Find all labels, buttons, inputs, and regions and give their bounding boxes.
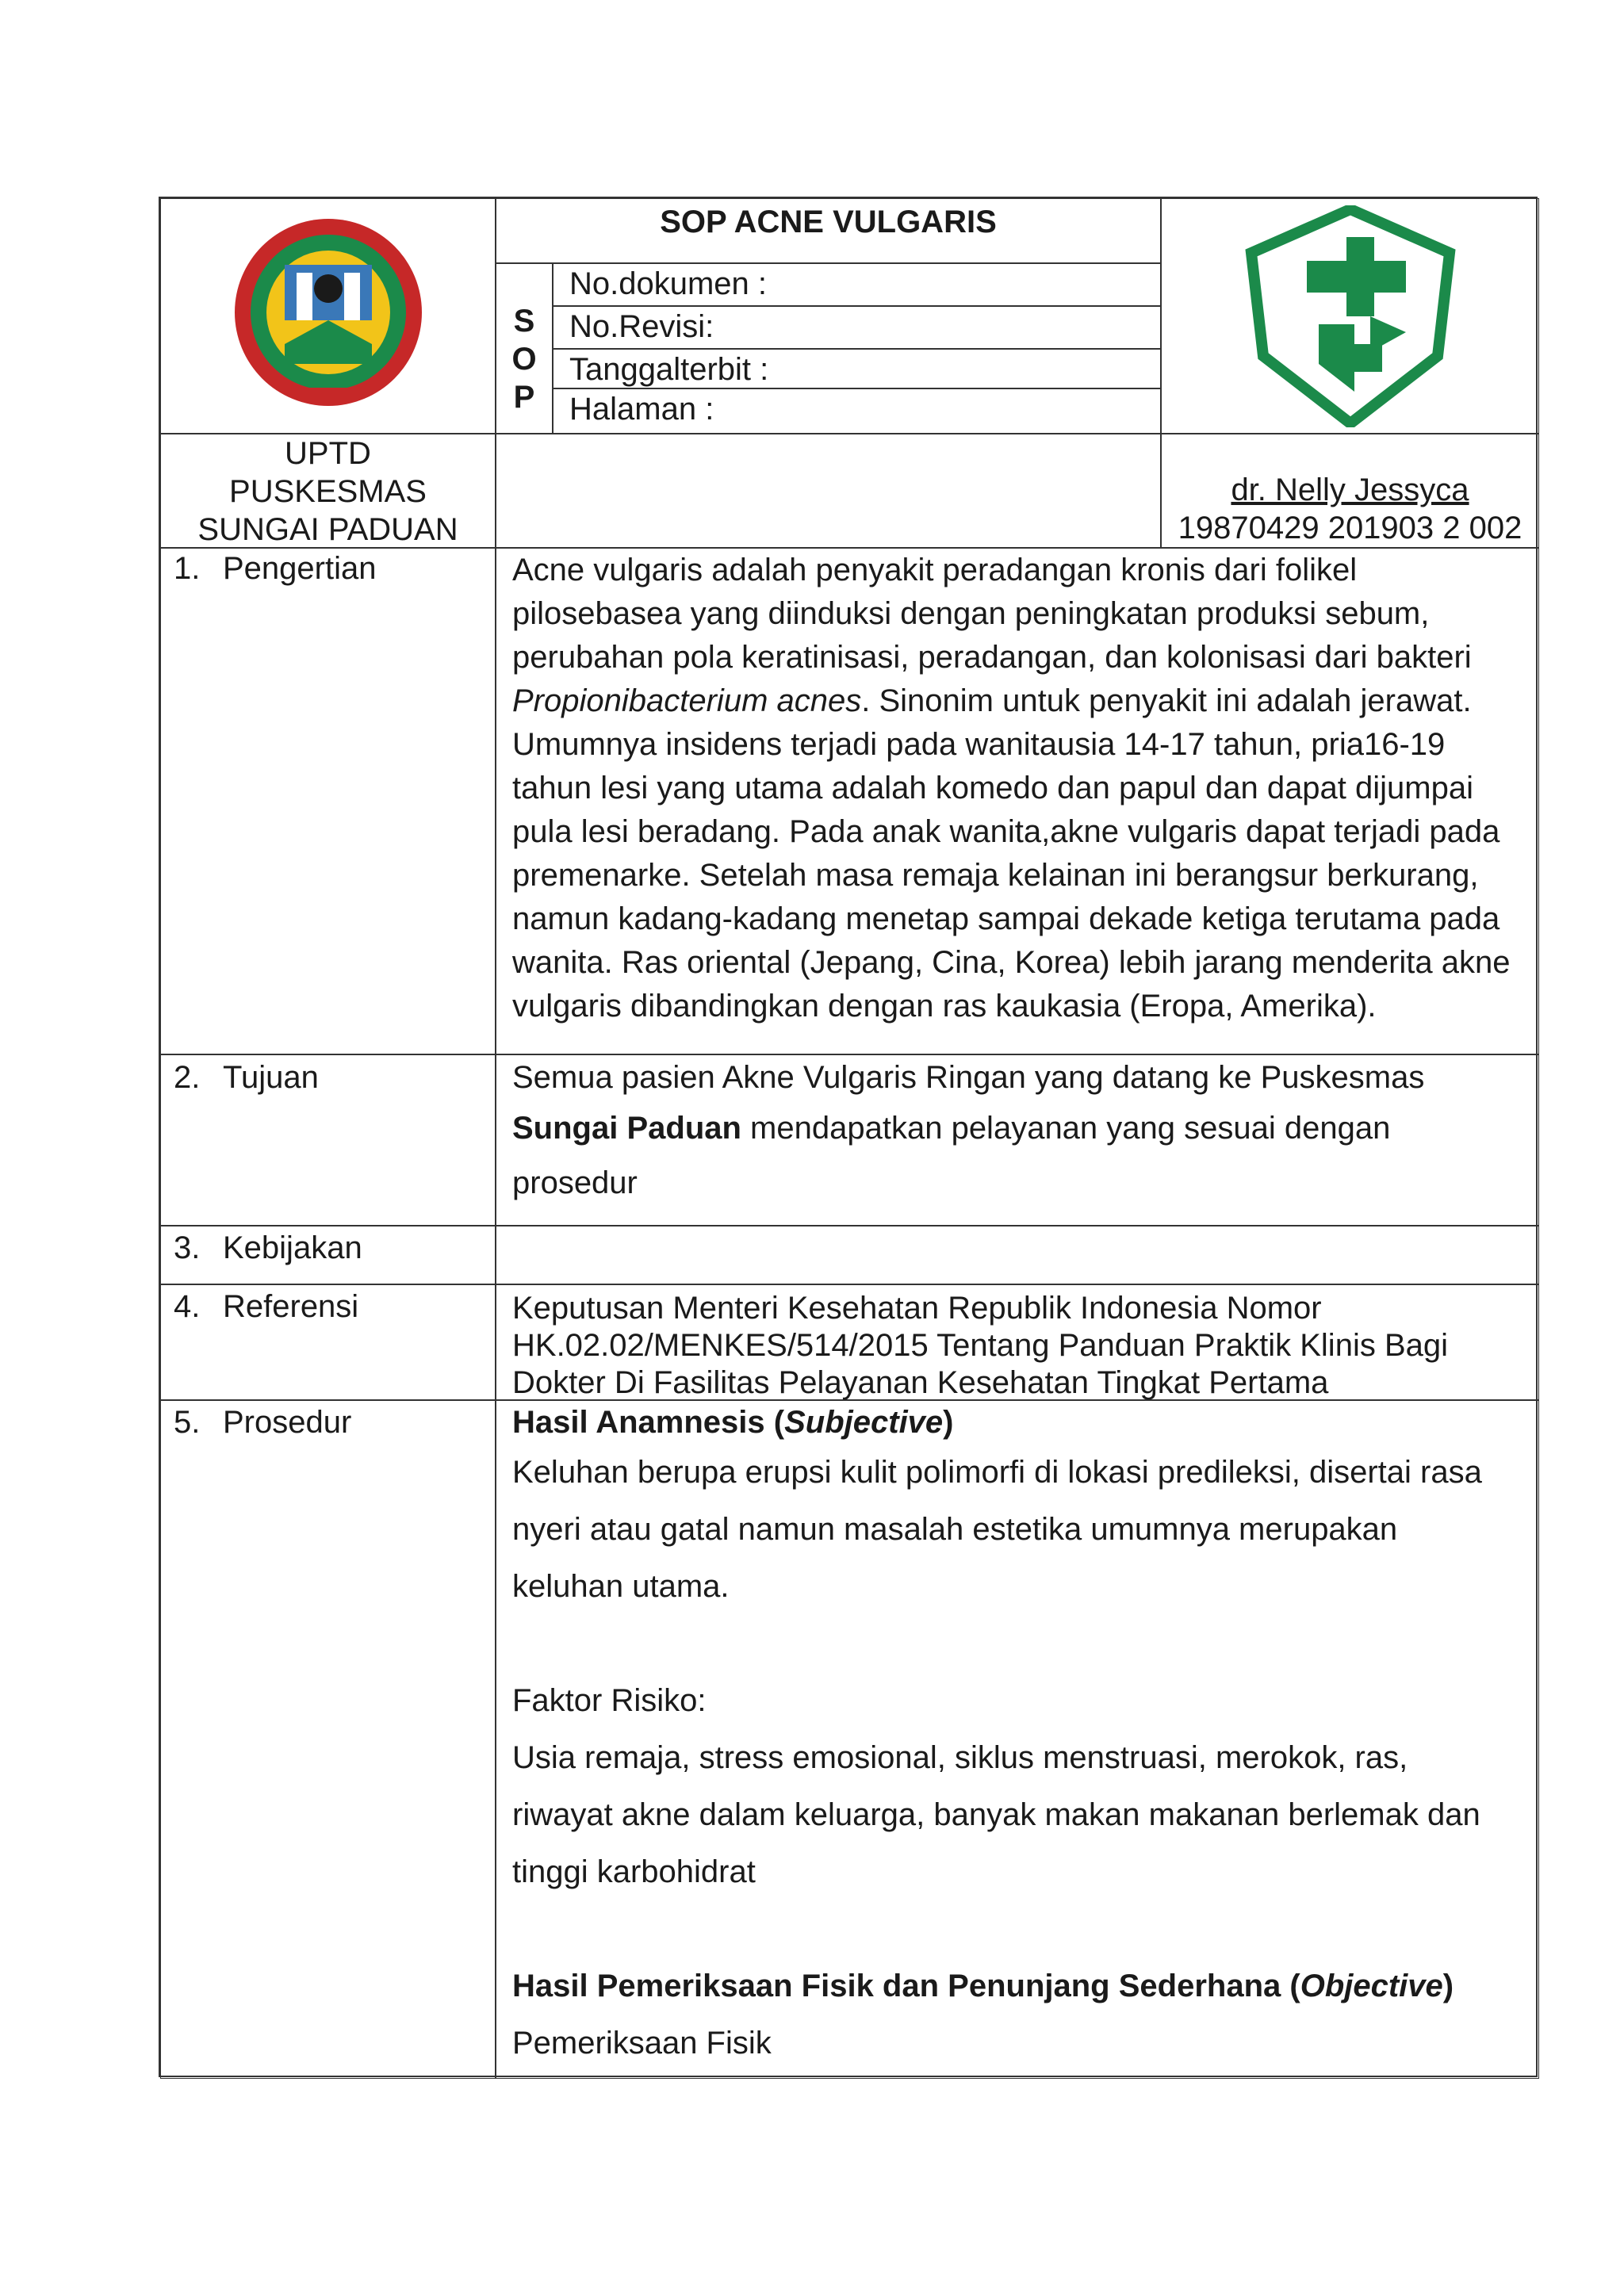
paragraph-line: prosedur xyxy=(512,1165,638,1200)
paragraph-line: riwayat akne dalam keluarga, banyak makan makanan berlemak dan xyxy=(512,1797,1480,1832)
paragraph-line: Sungai Paduan mendapatkan pelayanan yang sesuai dengan xyxy=(512,1111,1391,1146)
spacer xyxy=(512,1900,1524,1957)
signer-cell xyxy=(1161,434,1539,548)
section-2-content-cell xyxy=(496,1054,1539,1226)
sop-letters-cell xyxy=(496,263,553,434)
subheading-anamnesis: Hasil Anamnesis (Subjective) xyxy=(512,1405,954,1440)
paragraph-line: vulgaris dibandingkan dengan ras kaukasia (Eropa, Amerika). xyxy=(512,989,1377,1024)
middle-blank-cell xyxy=(496,434,1161,548)
sop-letter-o: O xyxy=(511,342,537,377)
section-1-content-cell xyxy=(496,548,1539,1054)
spacer xyxy=(512,1615,1524,1672)
paragraph-line: HK.02.02/MENKES/514/2015 Tentang Panduan Praktik Klinis Bagi xyxy=(512,1328,1448,1363)
field-no-dokumen xyxy=(553,263,1161,306)
subheading-objective: Hasil Pemeriksaan Fisik dan Penunjang Sederhana (Objective) xyxy=(512,1969,1454,2003)
paragraph-line: Acne vulgaris adalah penyakit peradangan kronis dari folikel xyxy=(512,553,1358,587)
section-5-label-cell xyxy=(160,1400,496,2079)
paragraph-line: perubahan pola keratinisasi, peradangan, dan kolonisasi dari bakteri xyxy=(512,640,1472,675)
section-number: 2. xyxy=(174,1060,201,1095)
paragraph-line: Keputusan Menteri Kesehatan Republik Indonesia Nomor xyxy=(512,1291,1322,1326)
paragraph-line: Pemeriksaan Fisik xyxy=(512,2026,772,2061)
organization-cell xyxy=(160,434,496,548)
section-label: Kebijakan xyxy=(223,1230,362,1265)
org-line-2: PUSKESMAS xyxy=(229,474,427,509)
logo-cell-left xyxy=(160,198,496,434)
paragraph-line: Umumnya insidens terjadi pada wanitausia 14-17 tahun, pria16-19 xyxy=(512,727,1446,762)
section-number: 3. xyxy=(174,1230,201,1265)
signer-nip: 19870429 201903 2 002 xyxy=(1178,511,1522,545)
paragraph-line: Propionibacterium acnes. Sinonim untuk penyakit ini adalah jerawat. xyxy=(512,683,1472,718)
section-label: Pengertian xyxy=(223,551,377,586)
paragraph-line: wanita. Ras oriental (Jepang, Cina, Korea) lebih jarang menderita akne xyxy=(512,945,1511,980)
section-4-content-cell xyxy=(496,1284,1539,1400)
paragraph-line: pilosebasea yang diinduksi dengan peningkatan produksi sebum, xyxy=(512,596,1430,631)
section-number: 5. xyxy=(174,1405,201,1440)
section-5-content-cell xyxy=(496,1400,1539,2079)
section-2-label-cell xyxy=(160,1054,496,1226)
paragraph-line: Dokter Di Fasilitas Pelayanan Kesehatan Tingkat Pertama xyxy=(512,1365,1329,1400)
sop-document xyxy=(159,197,1538,2077)
org-line-3: SUNGAI PADUAN xyxy=(197,512,458,547)
section-label: Referensi xyxy=(223,1289,359,1324)
document-title: SOP ACNE VULGARIS xyxy=(660,205,997,239)
paragraph-line: Keluhan berupa erupsi kulit polimorfi di lokasi predileksi, disertai rasa xyxy=(512,1455,1482,1490)
section-label: Prosedur xyxy=(223,1405,352,1440)
paragraph-line: premenarke. Setelah masa remaja kelainan ini berangsur berkurang, xyxy=(512,858,1479,893)
section-3-content-cell xyxy=(496,1226,1539,1284)
org-line-1: UPTD xyxy=(285,436,371,471)
logo-cell-right xyxy=(1161,198,1539,434)
title-cell xyxy=(496,198,1161,263)
regional-emblem-icon xyxy=(221,205,435,419)
paragraph-line: keluhan utama. xyxy=(512,1569,730,1604)
paragraph-line: tahun lesi yang utama adalah komedo dan papul dan dapat dijumpai xyxy=(512,771,1473,806)
section-4-label-cell xyxy=(160,1284,496,1400)
field-label: Tanggalterbit : xyxy=(569,352,769,387)
section-1-label-cell xyxy=(160,548,496,1054)
paragraph-line: pula lesi beradang. Pada anak wanita,akne vulgaris dapat terjadi pada xyxy=(512,814,1500,849)
section-3-label-cell xyxy=(160,1226,496,1284)
italic-term: Propionibacterium acnes xyxy=(512,683,862,718)
paragraph-line: nyeri atau gatal namun masalah estetika umumnya merupakan xyxy=(512,1512,1398,1547)
paragraph-line: namun kadang-kadang menetap sampai dekade ketiga terutama pada xyxy=(512,901,1500,936)
field-no-revisi xyxy=(553,306,1161,349)
paragraph-line: Semua pasien Akne Vulgaris Ringan yang datang ke Puskesmas xyxy=(512,1060,1425,1095)
field-halaman xyxy=(553,388,1161,434)
section-number: 1. xyxy=(174,551,201,586)
field-label: No.Revisi: xyxy=(569,309,714,344)
field-label: Halaman : xyxy=(569,392,714,427)
section-number: 4. xyxy=(174,1289,201,1324)
sop-letter-s: S xyxy=(513,304,535,339)
field-tanggal-terbit xyxy=(553,349,1161,388)
sop-letter-p: P xyxy=(513,380,535,415)
paragraph-line: tinggi karbohidrat xyxy=(512,1854,756,1889)
field-label: No.dokumen : xyxy=(569,266,768,301)
puskesmas-logo-icon xyxy=(1243,205,1457,427)
bold-text: Sungai Paduan xyxy=(512,1111,741,1146)
signer-name: dr. Nelly Jessyca xyxy=(1231,473,1469,507)
risk-factor-label: Faktor Risiko: xyxy=(512,1683,707,1718)
section-label: Tujuan xyxy=(223,1060,319,1095)
paragraph-line: Usia remaja, stress emosional, siklus menstruasi, merokok, ras, xyxy=(512,1740,1408,1775)
